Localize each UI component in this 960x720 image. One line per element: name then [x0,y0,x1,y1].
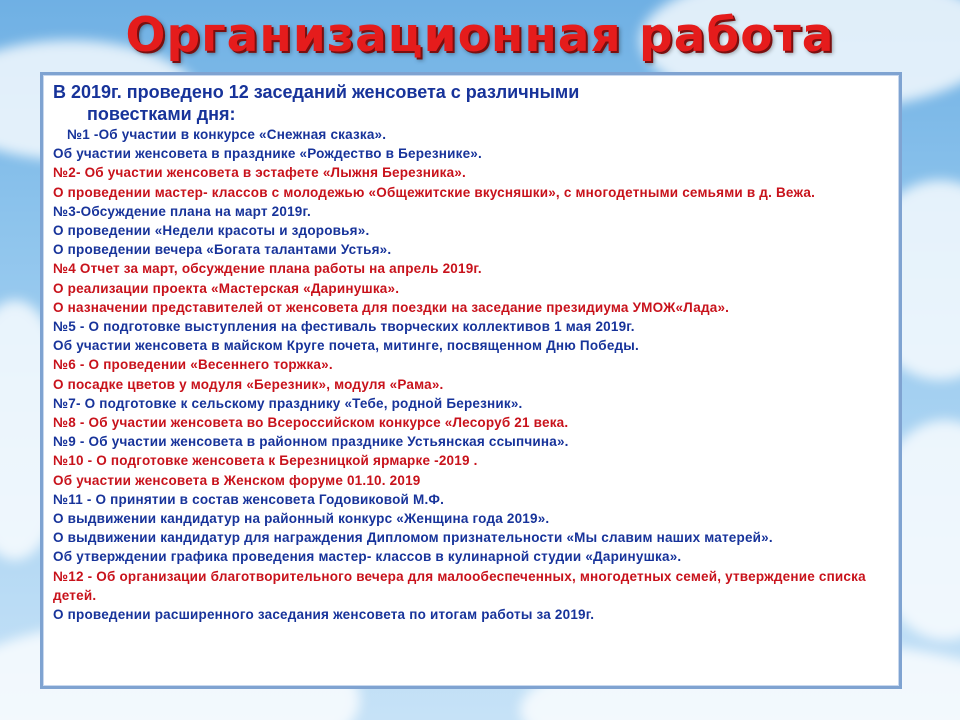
agenda-item: О посадке цветов у модуля «Березник», модуля «Рама». [53,376,444,392]
agenda-item: №3-Обсуждение плана на март 2019г. [53,203,311,219]
intro-line-1: В 2019г. проведено 12 заседаний женсовета с различными [53,82,580,102]
agenda-item: №11 - О принятии в состав женсовета Годовиковой М.Ф. [53,491,445,507]
agenda-item: Об участии женсовета в празднике «Рождество в Березнике». [53,146,482,162]
agenda-item: №6 - О проведении «Весеннего торжка». [53,357,333,373]
agenda-item: №1 -Об участии в конкурсе «Снежная сказка». [67,127,387,142]
agenda-item: О назначении представителей от женсовета для поездки на заседание президиума УМОЖ«Лада». [53,299,730,315]
agenda-item: №10 - О подготовке женсовета к Березницкой ярмарке -2019 . [53,453,478,469]
agenda-item: №9 - Об участии женсовета в районном празднике Устьянская ссыпчина». [53,434,569,450]
content-panel [40,72,902,689]
agenda-item: О проведении вечера «Богата талантами Устья». [53,242,392,258]
agenda-item: №5 - О подготовке выступления на фестиваль творческих коллективов 1 мая 2019г. [53,319,635,335]
agenda-item: О проведении мастер- классов с молодежью «Общежитские вкусняшки», с многодетными семьями в д. Вежа. [53,184,816,200]
agenda-item: №8 - Об участии женсовета во Всероссийском конкурсе «Лесоруб 21 века. [53,415,569,431]
agenda-item: №12 - Об организации благотворительного вечера для малообеспеченных, многодетных семей, утверждение списка детей. [53,568,866,603]
agenda-item: О выдвижении кандидатур на районный конкурс «Женщина года 2019». [53,511,550,527]
page-title: Организационная работа [125,8,835,63]
agenda-item: Об участии женсовета в Женском форуме 01.10. 2019 [53,472,421,488]
agenda-item: О проведении расширенного заседания женсовета по итогам работы за 2019г. [53,607,595,623]
agenda-item: О выдвижении кандидатур для награждения Дипломом признательности «Мы славим наших матерей». [53,530,773,546]
agenda-item: О проведении «Недели красоты и здоровья». [53,223,370,239]
intro-line-2: повестками дня: [87,104,236,124]
agenda-list [53,125,889,624]
agenda-item: №7- О подготовке к сельскому празднику «Тебе, родной Березник». [53,395,523,411]
agenda-item: Об участии женсовета в майском Круге почета, митинге, посвященном Дню Победы. [53,338,639,354]
agenda-item: №2- Об участии женсовета в эстафете «Лыжня Березника». [53,165,466,181]
agenda-item: Об утверждении графика проведения мастер- классов в кулинарной студии «Даринушка». [53,549,682,565]
agenda-item: О реализации проекта «Мастерская «Даринушка». [53,280,400,296]
agenda-item: №4 Отчет за март, обсуждение плана работы на апрель 2019г. [53,261,482,277]
